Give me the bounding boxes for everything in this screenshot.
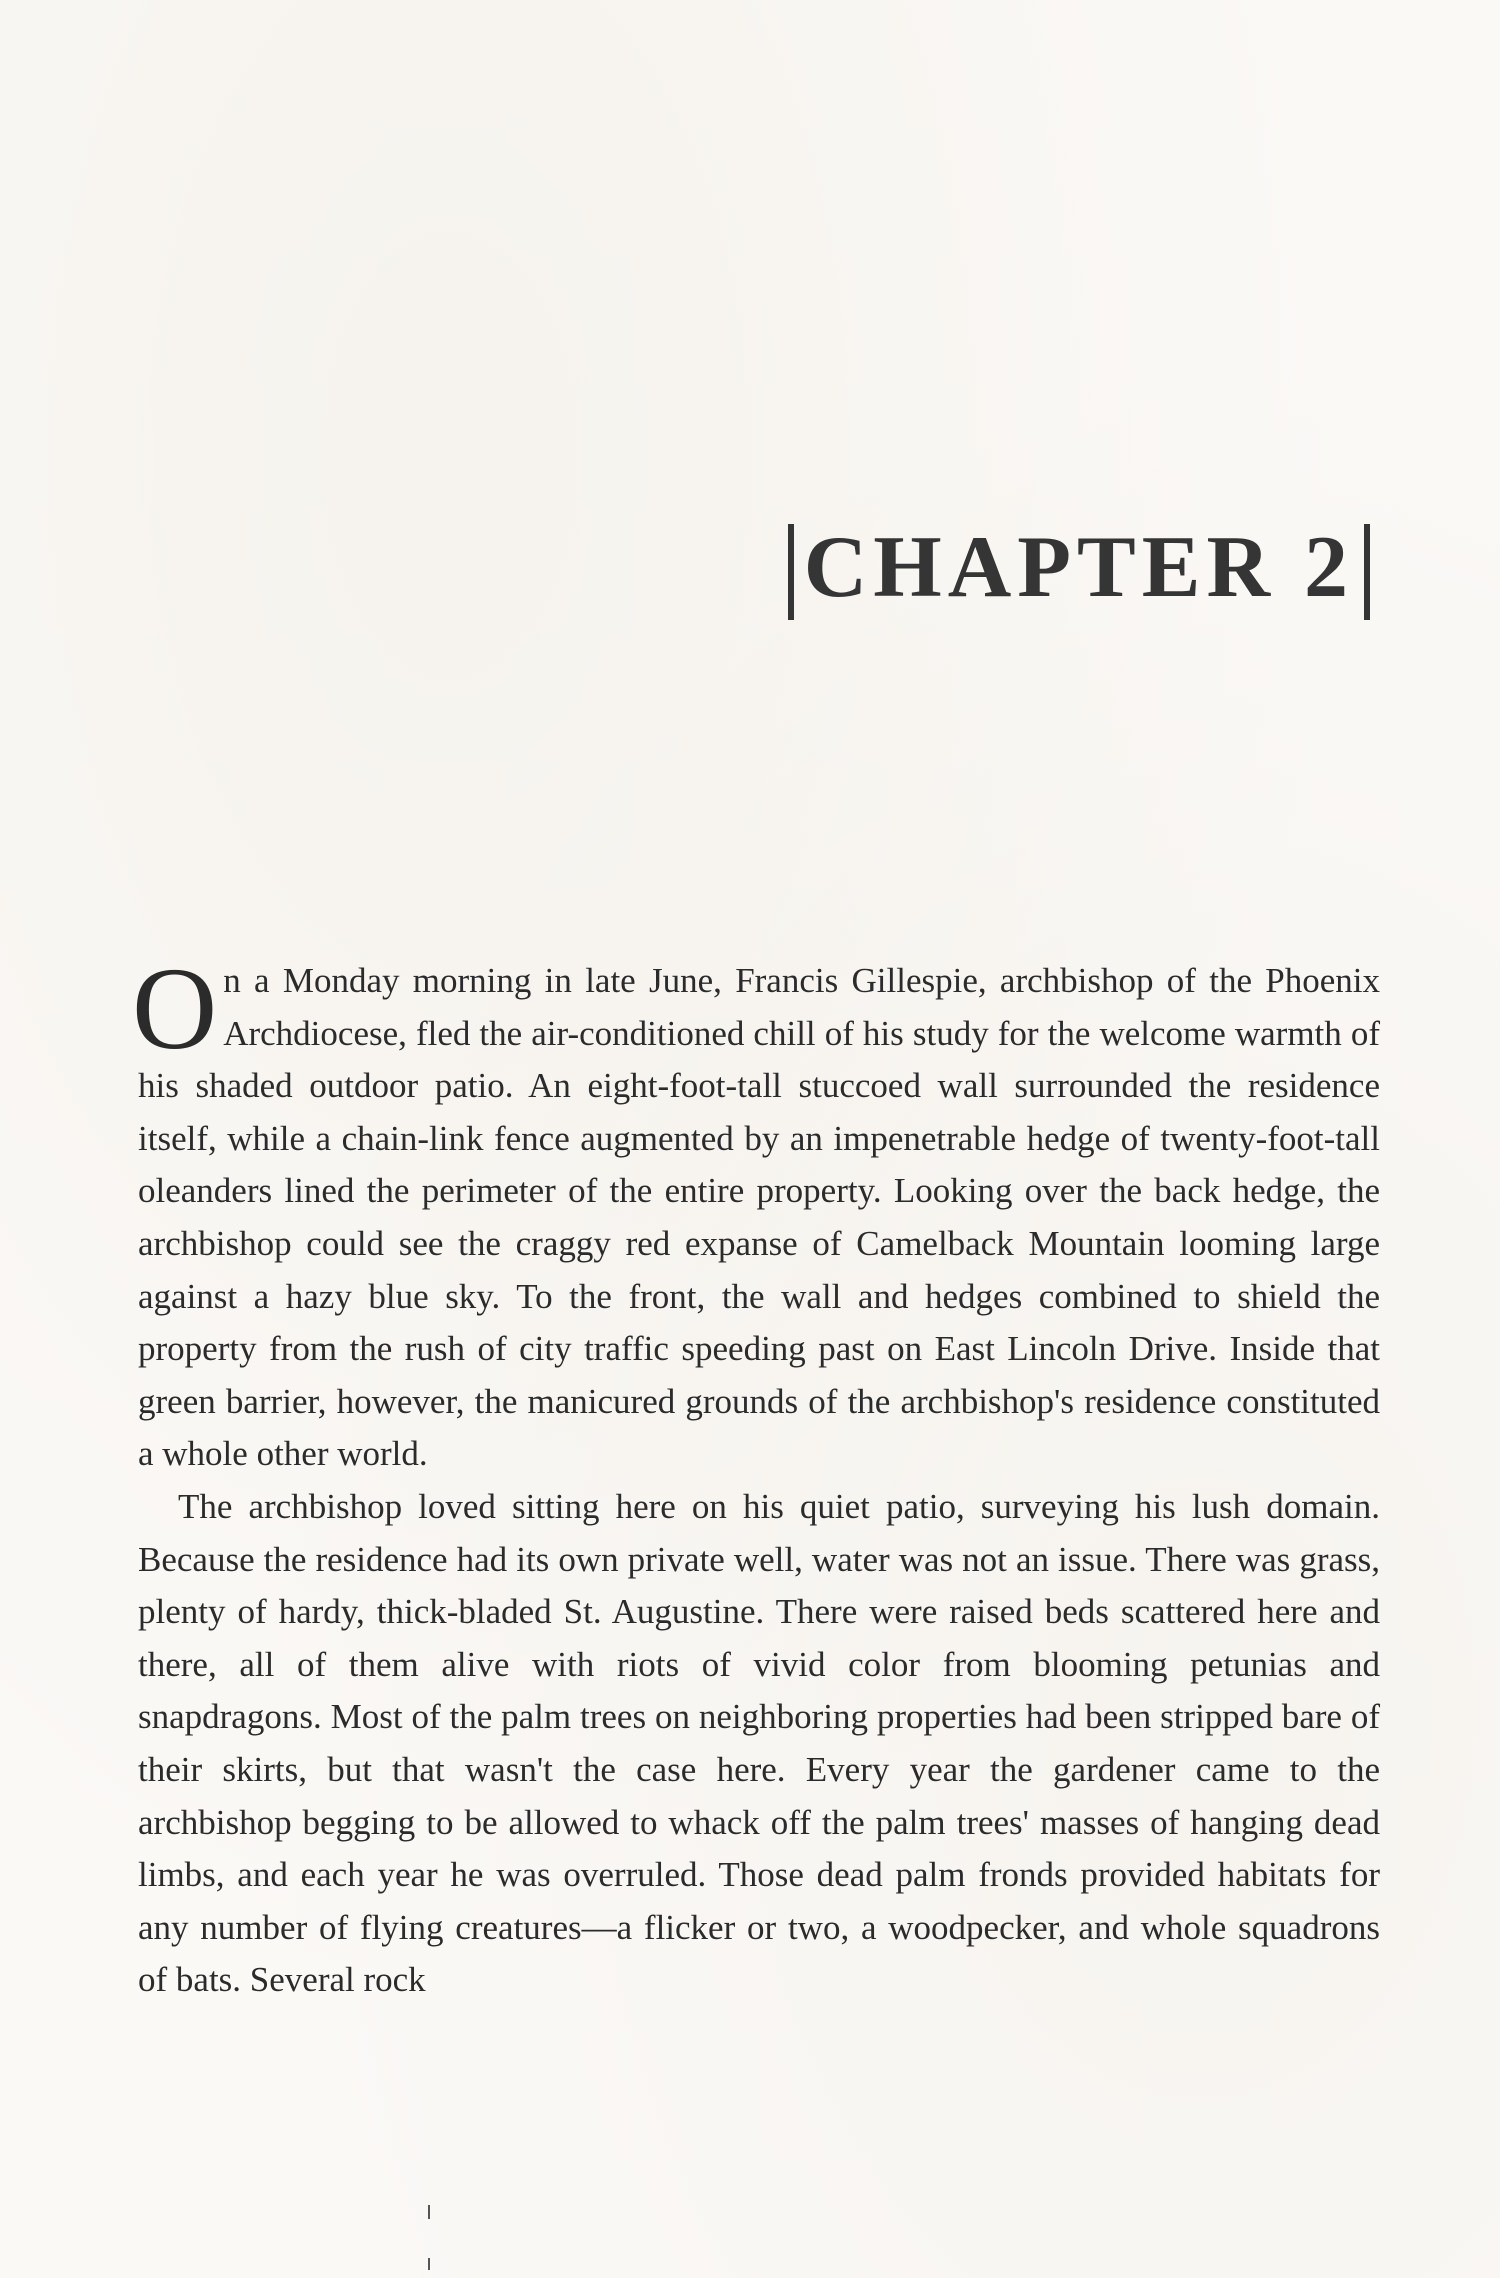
chapter-label: CHAPTER (803, 519, 1276, 616)
scan-mark (428, 2205, 430, 2219)
chapter-number: 2 (1304, 519, 1354, 616)
chapter-heading (778, 520, 1380, 616)
drop-cap: O (132, 943, 218, 1074)
heading-bar-left (788, 524, 794, 620)
heading-bar-right (1364, 524, 1370, 620)
chapter-body (132, 943, 1380, 2007)
scan-mark (428, 2258, 430, 2270)
second-paragraph: The archbishop loved sitting here on his quiet patio, surveying his lush domain. Because the residence had its own private well, water was not an issue. There was grass, plenty of hardy, thick-bladed St. Augustine. There were raised beds scattered here and there, all of them alive with riots of vivid color from blooming petunias and snapdragons. Most of the palm trees on neighboring properties had been stripped bare of their skirts, but that wasn't the case here. Every year the gardener came to the archbishop begging to be allowed to whack off the palm trees' masses of hanging dead limbs, and each year he was overruled. Those dead palm fronds provided habitats for any number of flying creatures—a flicker or two, a woodpecker, and whole squadrons of bats. Several rock (138, 1486, 1380, 2000)
opening-paragraph (132, 943, 1380, 1481)
opening-paragraph-text: n a Monday morning in late June, Francis Gillespie, archbishop of the Phoenix Archdiocese, fled the air-conditioned chill of his study for the welcome warmth of his shaded outdoor patio. An eight-foot-tall stuccoed wall surrounded the residence itself, while a chain-link fence augmented by an impenetrable hedge of twenty-foot-tall oleanders lined the perimeter of the entire property. Looking over the back hedge, the archbishop could see the craggy red expanse of Camelback Mountain looming large against a hazy blue sky. To the front, the wall and hedges combined to shield the property from the rush of city traffic speeding past on East Lincoln Drive. Inside that green barrier, however, the manicured grounds of the archbishop's residence constituted a whole other world. (138, 961, 1380, 1474)
